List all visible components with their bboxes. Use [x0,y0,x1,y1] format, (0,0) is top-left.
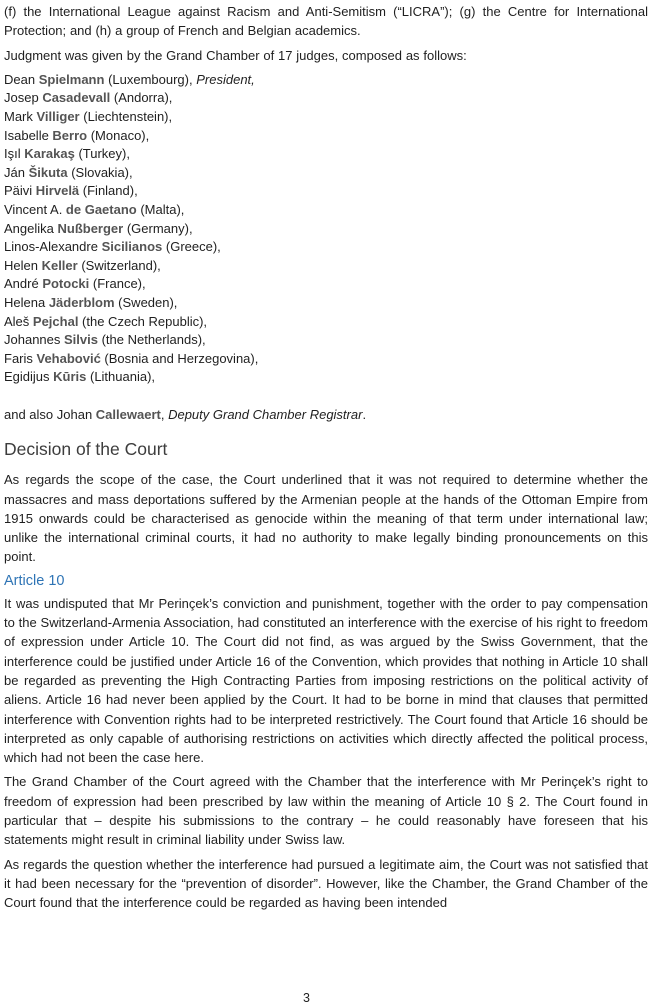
judge-line: Josep Casadevall (Andorra), [4,90,173,106]
registrar-pre-text: and also Johan [4,406,96,422]
judge-surname: Jäderblom [48,295,115,311]
registrar-role: Deputy Grand Chamber Registrar [168,406,363,422]
decision-of-the-court-heading: Decision of the Court [4,439,168,460]
judge-surname: Sicilianos [101,239,163,255]
judge-surname: Šikuta [28,164,68,180]
judge-surname: Keller [41,257,78,273]
judge-line: Ján Šikuta (Slovakia), [4,164,133,180]
judge-surname: Vehabović [36,350,101,366]
judge-surname: Silvis [64,332,98,348]
judge-surname: Potocki [42,276,90,292]
composition-line: Judgment was given by the Grand Chamber of 17 judges, composed as follows: [4,47,467,63]
judge-line: Faris Vehabović (Bosnia and Herzegovina), [4,350,259,366]
judge-surname: Spielmann [38,71,105,87]
judge-line: Johannes Silvis (the Netherlands), [4,332,206,348]
judge-line: Vincent A. de Gaetano (Malta), [4,202,185,218]
registrar-end-text: . [362,406,367,422]
article-10-heading: Article 10 [4,572,65,589]
registrar-surname: Callewaert [95,406,161,422]
judge-surname: Hirvelä [35,183,80,199]
decision-scope-paragraph: As regards the scope of the case, the Court underlined that it was not required to determine whether the massacres and mass deportations suffered by the Armenian people at the hands of the Ottoman Empire from 1915 onwards could be characterised as genocide within the meaning of that term under international law; unlike the international criminal courts, it had no authority to make legally binding pronouncements on this point. [4,472,648,565]
page-number: 3 [303,991,310,1005]
registrar-line [4,405,648,424]
judge-surname: Karakaş [24,146,75,162]
registrar-mid-text: , [160,406,169,422]
judges-list [4,71,648,387]
article10-paragraph-2: The Grand Chamber of the Court agreed with the Chamber that the interference with Mr Perinçek’s right to freedom of expression had been prescribed by law within the meaning of Article 10 § 2. The Court found in particular that – despite his submissions to the contrary – he could reasonably have foreseen that his statements might result in criminal liability under Swiss law. [4,774,648,848]
judge-line: Isabelle Berro (Monaco), [4,127,150,143]
judge-line: Işıl Karakaş (Turkey), [4,146,130,162]
judge-line: Egidijus Kūris (Lithuania), [4,369,156,385]
judge-line: Aleš Pejchal (the Czech Republic), [4,313,208,329]
judge-surname: Berro [52,127,88,143]
intro-continued-paragraph: (f) the International League against Racism and Anti-Semitism (“LICRA”); (g) the Centre for International Protection; and (h) a group of French and Belgian academics. [4,4,648,39]
judge-line: Päivi Hirvelä (Finland), [4,183,138,199]
judge-role: President, [196,71,255,87]
judge-line: Linos-Alexandre Sicilianos (Greece), [4,239,221,255]
judge-surname: Nußberger [57,220,124,236]
article10-paragraph-3: As regards the question whether the interference had pursued a legitimate aim, the Court was not satisfied that it had been necessary for the “prevention of disorder”. However, like the Chamber, the Grand Chamber of the Court found that the interference could be regarded as having been intended [4,856,648,911]
judge-surname: Villiger [36,109,80,125]
judge-line: Helen Keller (Switzerland), [4,257,161,273]
judge-line: Angelika Nußberger (Germany), [4,220,193,236]
judge-surname: de Gaetano [65,202,137,218]
judge-line: Helena Jäderblom (Sweden), [4,295,178,311]
judge-surname: Kūris [53,369,87,385]
article10-paragraph-1: It was undisputed that Mr Perinçek’s conviction and punishment, together with the order to pay compensation to the Switzerland-Armenia Association, had constituted an interference with the exercise of his right to freedom of expression under Article 10. The Court did not find, as was argued by the Swiss Government, that the interference could be justified under Article 16 of the Convention, which provides that nothing in Article 10 shall be regarded as preventing the High Contracting Parties from imposing restrictions on the political activity of aliens. Article 16 had never been applied by the Court. It had to be borne in mind that clauses that permitted interference with Convention rights had to be interpreted restrictively. The Court found that Article 16 should be interpreted as only capable of authorising restrictions on activities which directly affected the political process, which had not been the case here. [4,595,648,766]
judge-surname: Pejchal [32,313,79,329]
judge-line: Dean Spielmann (Luxembourg), President, [4,71,255,87]
judge-surname: Casadevall [42,90,111,106]
judge-line: Mark Villiger (Liechtenstein), [4,109,173,125]
judge-line: André Potocki (France), [4,276,146,292]
